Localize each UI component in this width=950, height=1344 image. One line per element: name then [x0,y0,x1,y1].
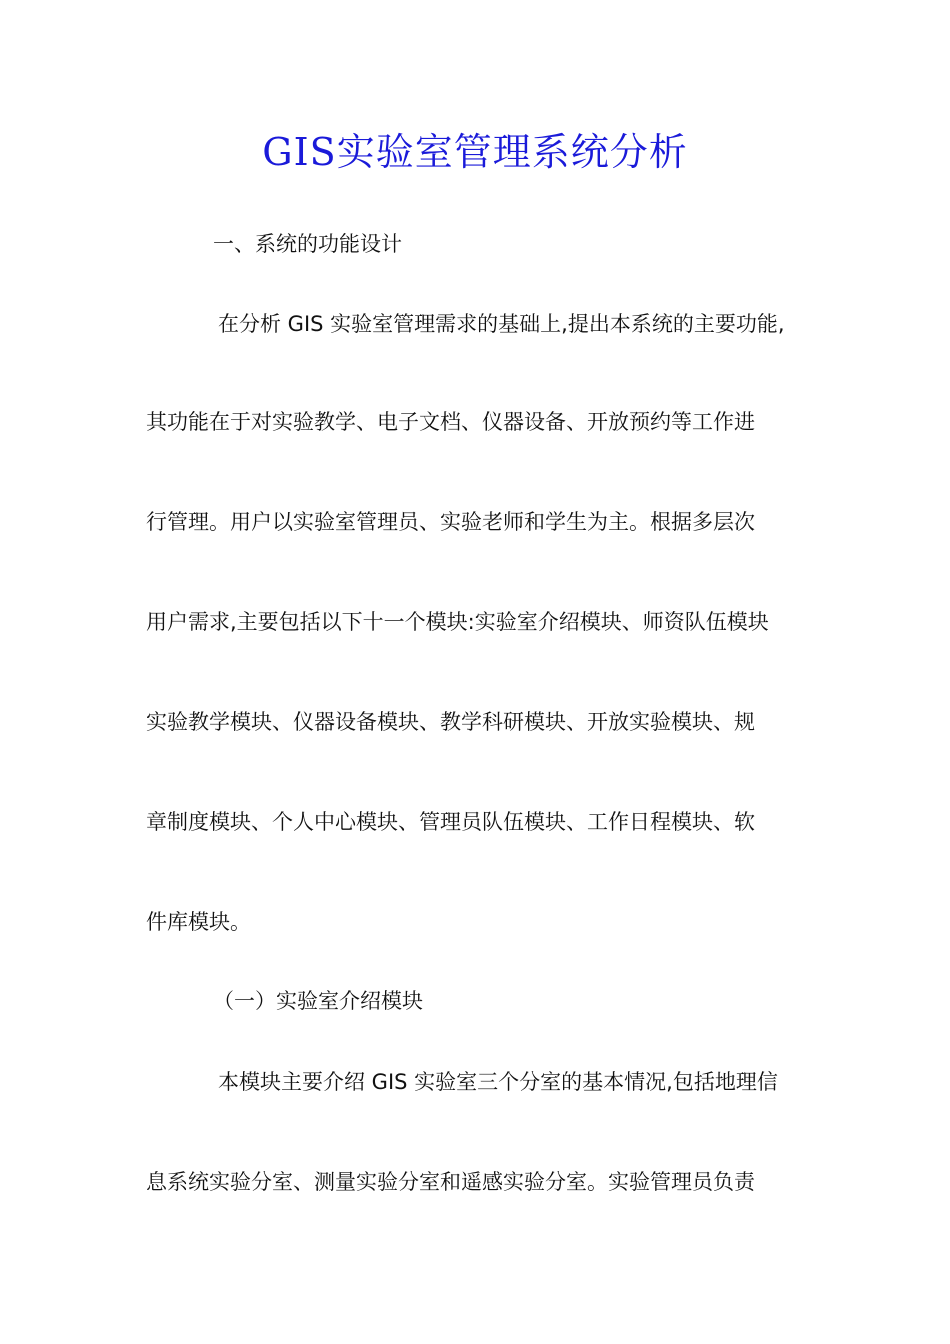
document-title: GIS实验室管理系统分析 [262,130,688,174]
paragraph-line: 其功能在于对实验教学、电子文档、仪器设备、开放预约等工作进 [146,410,755,434]
paragraph-line: 实验教学模块、仪器设备模块、教学科研模块、开放实验模块、规 [146,710,755,734]
subsection-heading-lab-intro: （一）实验室介绍模块 [213,989,423,1013]
paragraph-line: 用户需求,主要包括以下十一个模块:实验室介绍模块、师资队伍模块 [146,610,769,634]
paragraph-line: 行管理。用户以实验室管理员、实验老师和学生为主。根据多层次 [146,510,755,534]
paragraph-line: 在分析 GIS 实验室管理需求的基础上,提出本系统的主要功能, [218,312,785,336]
section-heading-function-design: 一、系统的功能设计 [213,232,402,256]
paragraph-line: 息系统实验分室、测量实验分室和遥感实验分室。实验管理员负责 [146,1170,755,1194]
paragraph-line: 本模块主要介绍 GIS 实验室三个分室的基本情况,包括地理信 [218,1070,778,1094]
paragraph-line: 章制度模块、个人中心模块、管理员队伍模块、工作日程模块、软 [146,810,755,834]
paragraph-line: 件库模块。 [146,910,251,934]
